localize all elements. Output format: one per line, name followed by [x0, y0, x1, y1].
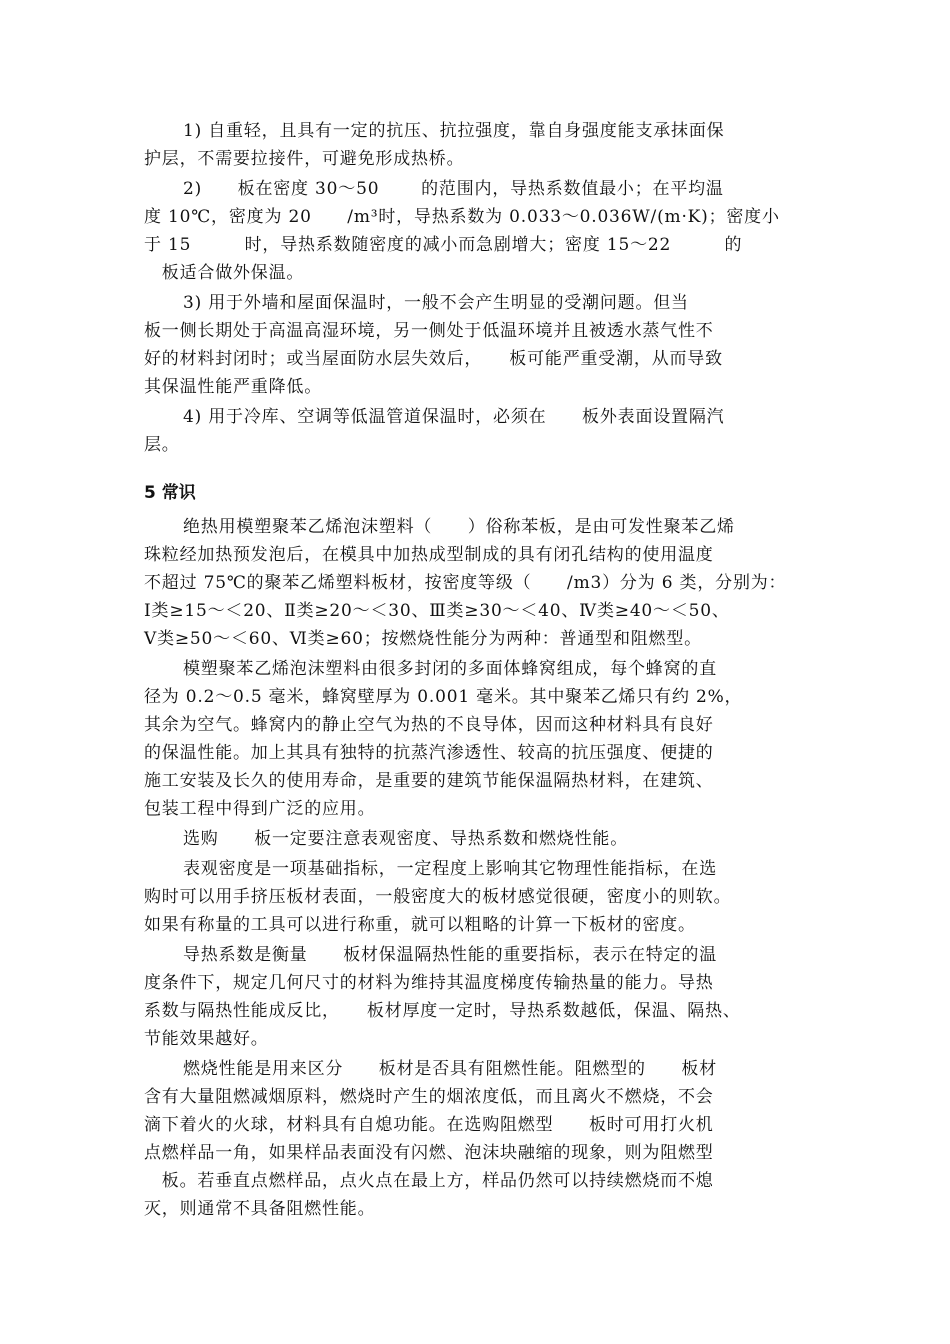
text-line: Ⅰ类≥15～＜20、Ⅱ类≥20～＜30、Ⅲ类≥30～＜40、Ⅳ类≥40～＜50、	[144, 601, 730, 621]
section-heading: 5 常识	[144, 483, 196, 503]
text-line: 护层，不需要拉接件，可避免形成热桥。	[144, 149, 465, 169]
text-line: 导热系数是衡量 板材保温隔热性能的重要指标，表示在特定的温	[183, 945, 717, 965]
text-line: 包装工程中得到广泛的应用。	[144, 799, 376, 819]
text-line: 不超过 75℃的聚苯乙烯塑料板材，按密度等级（ /m3）分为 6 类，分别为：	[144, 573, 787, 593]
text-line: 其余为空气。蜂窝内的静止空气为热的不良导体，因而这种材料具有良好	[144, 715, 714, 735]
text-line: 径为 0.2～0.5 毫米，蜂窝壁厚为 0.001 毫米。其中聚苯乙烯只有约 2%，	[144, 687, 743, 707]
text-line: 3) 用于外墙和屋面保温时，一般不会产生明显的受潮问题。但当	[183, 293, 689, 313]
text-line: 绝热用模塑聚苯乙烯泡沫塑料（ ）俗称苯板，是由可发性聚苯乙烯	[183, 517, 735, 537]
text-line: 板适合做外保温。	[144, 263, 305, 283]
text-line: 施工安装及长久的使用寿命，是重要的建筑节能保温隔热材料，在建筑、	[144, 771, 714, 791]
text-line: 于 15 时，导热系数随密度的减小而急剧增大；密度 15～22 的	[144, 235, 743, 255]
text-line: 模塑聚苯乙烯泡沫塑料由很多封闭的多面体蜂窝组成，每个蜂窝的直	[183, 659, 717, 679]
text-line: 板。若垂直点燃样品，点火点在最上方，样品仍然可以持续燃烧而不熄	[144, 1171, 714, 1191]
text-line: 购时可以用手挤压板材表面，一般密度大的板材感觉很硬，密度小的则软。	[144, 887, 732, 907]
text-line: 层。	[144, 435, 180, 455]
text-line: 表观密度是一项基础指标，一定程度上影响其它物理性能指标，在选	[183, 859, 717, 879]
text-line: 好的材料封闭时；或当屋面防水层失效后， 板可能严重受潮，从而导致	[144, 349, 723, 369]
text-line: 4) 用于冷库、空调等低温管道保温时，必须在 板外表面设置隔汽	[183, 407, 725, 427]
text-line: 节能效果越好。	[144, 1029, 269, 1049]
text-line: 含有大量阻燃减烟原料，燃烧时产生的烟浓度低，而且离火不燃烧，不会	[144, 1087, 714, 1107]
text-line: 1) 自重轻，且具有一定的抗压、抗拉强度，靠自身强度能支承抹面保	[183, 121, 725, 141]
text-line: 如果有称量的工具可以进行称重，就可以粗略的计算一下板材的密度。	[144, 915, 696, 935]
text-line: 燃烧性能是用来区分 板材是否具有阻燃性能。阻燃型的 板材	[183, 1059, 717, 1079]
text-line: 滴下着火的火球，材料具有自熄功能。在选购阻燃型 板时可用打火机	[144, 1115, 714, 1135]
text-line: 系数与隔热性能成反比， 板材厚度一定时，导热系数越低，保温、隔热、	[144, 1001, 741, 1021]
text-line: 其保温性能严重降低。	[144, 377, 322, 397]
text-line: 灭，则通常不具备阻燃性能。	[144, 1199, 376, 1219]
text-line: 点燃样品一角，如果样品表面没有闪燃、泡沫块融缩的现象，则为阻燃型	[144, 1143, 714, 1163]
text-line: 珠粒经加热预发泡后，在模具中加热成型制成的具有闭孔结构的使用温度	[144, 545, 714, 565]
text-line: 度条件下，规定几何尺寸的材料为维持其温度梯度传输热量的能力。导热	[144, 973, 714, 993]
text-line: 板一侧长期处于高温高湿环境，另一侧处于低温环境并且被透水蒸气性不	[144, 321, 714, 341]
text-line: 2) 板在密度 30～50 的范围内，导热系数值最小；在平均温	[183, 179, 724, 199]
text-line: Ⅴ类≥50～＜60、Ⅵ类≥60；按燃烧性能分为两种：普通型和阻燃型。	[144, 629, 702, 649]
text-line: 的保温性能。加上其具有独特的抗蒸汽渗透性、较高的抗压强度、便捷的	[144, 743, 714, 763]
text-line: 度 10℃，密度为 20 /m³时，导热系数为 0.033～0.036W/(m·K)；密度小	[144, 207, 780, 227]
text-line: 选购 板一定要注意表观密度、导热系数和燃烧性能。	[183, 829, 628, 849]
